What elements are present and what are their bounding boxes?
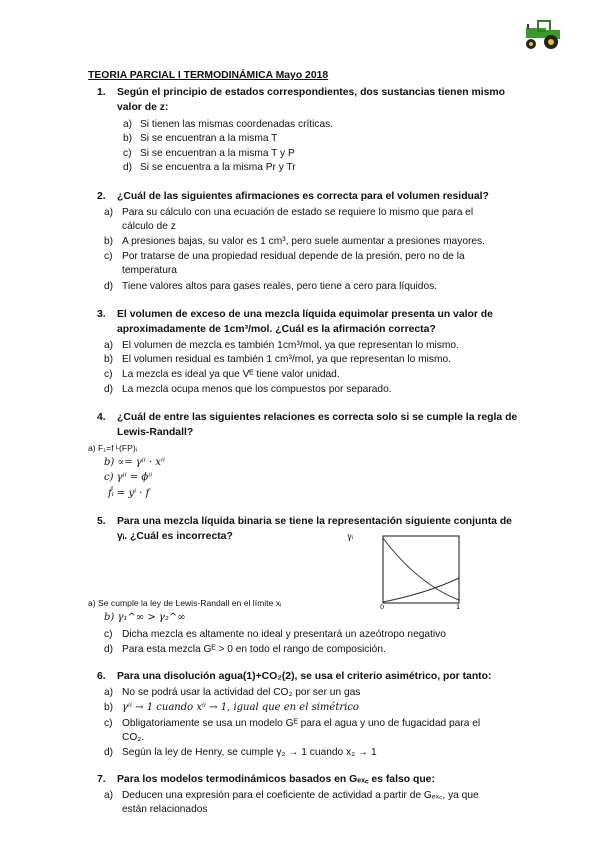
- q5-number: 5.: [97, 516, 106, 527]
- q2-option-b: A presiones bajas, su valor es 1 cm³, pero suele aumentar a presiones mayores.: [122, 236, 485, 247]
- q4-option-d: f̂ᵢ = yⁱ · f: [108, 488, 150, 499]
- q6-option-d: Según la ley de Henry, se cumple γ₂ → 1 cuando x₂ → 1: [122, 747, 377, 758]
- q6-option-a: No se podrá usar la actividad del CO₂ por ser un gas: [122, 687, 361, 698]
- q6-option-c-line1: Obligatoriamente se usa un modelo Gᴱ para el agua y uno de fugacidad para el: [122, 718, 481, 729]
- q7-stem: Para los modelos termodinámicos basados en Gₑₓ꜀ es falso que:: [117, 774, 435, 785]
- q3-option-c-key: c): [104, 369, 113, 380]
- q4-number: 4.: [97, 412, 106, 423]
- gamma2-curve: [383, 578, 459, 602]
- q3-option-d: La mezcla ocupa menos que los compuestos por separado.: [122, 384, 392, 395]
- q2-option-c-line1: Por tratarse de una propiedad residual depende de la presión, pero no de la: [122, 251, 465, 262]
- fig-x0: 0: [380, 603, 385, 610]
- q6-option-b: γⁱⁱ → 1 cuando xⁱⁱ → 1, igual que en el simétrico: [122, 702, 359, 713]
- q1-option-a-key: a): [123, 119, 133, 130]
- q3-stem-line2: aproximadamente de 1cm³/mol. ¿Cuál es la afirmación correcta?: [117, 324, 436, 335]
- q5-option-b: b) γ₁^∞ > γ₂^∞: [104, 612, 186, 623]
- q1-option-d: Si se encuentra a la misma Pr y Tr: [140, 162, 296, 173]
- q1-stem-line2: valor de z:: [117, 102, 169, 113]
- q6-option-c-key: c): [104, 718, 113, 729]
- q4-stem-line2: Lewis-Randall?: [117, 427, 194, 438]
- q5-option-d: Para esta mezcla Gᴱ > 0 en todo el rango de composición.: [122, 644, 386, 655]
- q4-stem-line1: ¿Cuál de entre las siguientes relaciones es correcta solo si se cumple la regla de: [117, 412, 518, 423]
- q3-stem-line1: El volumen de exceso de una mezcla líquida equimolar presenta un valor de: [117, 309, 493, 320]
- q5-option-d-key: d): [104, 644, 114, 655]
- q2-option-b-key: b): [104, 236, 114, 247]
- q3-option-b: El volumen residual es también 1 cm³/mol, ya que representan lo mismo.: [122, 354, 451, 365]
- q6-option-a-key: a): [104, 687, 114, 698]
- q7-option-a-key: a): [104, 790, 114, 801]
- q3-option-a: El volumen de mezcla es también 1cm³/mol, ya que representan lo mismo.: [122, 340, 459, 351]
- q5-option-c-key: c): [104, 629, 113, 640]
- q1-stem-line1: Según el principio de estados correspondientes, dos sustancias tienen mismo: [117, 87, 506, 98]
- q6-option-b-key: b): [104, 702, 114, 713]
- q1-option-c-key: c): [123, 148, 132, 159]
- tractor-icon: [522, 18, 562, 50]
- q3-number: 3.: [97, 309, 106, 320]
- q4-option-b: b) ∝= γⁱⁱ · xⁱⁱ: [104, 457, 166, 468]
- q7-option-a-line1: Deducen una expresión para el coeficiente de actividad a partir de Gₑₓ꜀, ya que: [122, 790, 479, 801]
- q1-option-b: Si se encuentran a la misma T: [140, 133, 278, 144]
- q4-option-c: c) γⁱⁱ = ϕⁱⁱ: [104, 472, 153, 483]
- q2-number: 2.: [97, 191, 106, 202]
- q6-number: 6.: [97, 671, 106, 682]
- q3-option-b-key: b): [104, 354, 114, 365]
- q1-number: 1.: [97, 87, 106, 98]
- q1-option-b-key: b): [123, 133, 133, 144]
- q5-option-c: Dicha mezcla es altamente no ideal y presentará un azeótropo negativo: [122, 629, 446, 640]
- q2-option-c-line2: temperatura: [122, 265, 177, 276]
- fig-x1: 1: [456, 603, 461, 610]
- q6-option-d-key: d): [104, 747, 114, 758]
- q2-option-d-key: d): [104, 281, 114, 292]
- q5-stem-line1: Para una mezcla líquida binaria se tiene la representación siguiente conjunta de: [117, 516, 512, 527]
- q6-option-c-line2: CO₂.: [122, 732, 145, 743]
- q7-option-a-line2: están relacionados: [122, 804, 208, 815]
- q2-stem: ¿Cuál de las siguientes afirmaciones es correcta para el volumen residual?: [117, 191, 489, 202]
- q5-stem-line2: γᵢ. ¿Cuál es incorrecta?: [117, 531, 233, 542]
- activity-coefficient-figure: [343, 528, 473, 610]
- q1-option-c: Si se encuentran a la misma T y P: [140, 148, 295, 159]
- q2-option-a-line1: Para su cálculo con una ecuación de estado se requiere lo mismo que para el: [122, 207, 474, 218]
- q2-option-a-key: a): [104, 207, 114, 218]
- fig-ylabel: γᵢ: [347, 532, 354, 541]
- q1-option-a: Si tienen las mismas coordenadas críticas.: [140, 119, 334, 130]
- q2-option-c-key: c): [104, 251, 113, 262]
- q6-stem: Para una disolución agua(1)+CO₂(2), se usa el criterio asimétrico, por tanto:: [117, 671, 492, 682]
- exam-title: TEORIA PARCIAL I TERMODINÁMICA Mayo 2018: [88, 70, 329, 81]
- q1-option-d-key: d): [123, 162, 133, 173]
- q3-option-d-key: d): [104, 384, 114, 395]
- q3-option-a-key: a): [104, 340, 114, 351]
- q5-option-a: a) Se cumple la ley de Lewis-Randall en el límite xᵢ: [88, 598, 282, 608]
- q4-option-a: a) F₁=f ᴸ(FP)ᵢ: [88, 443, 138, 453]
- q7-number: 7.: [97, 774, 106, 785]
- q3-option-c: La mezcla es ideal ya que Vᴱ tiene valor unidad.: [122, 369, 340, 380]
- q2-option-a-line2: cálculo de z: [122, 221, 176, 232]
- q2-option-d: Tiene valores altos para gases reales, pero tiene a cero para líquidos.: [122, 281, 438, 292]
- gamma1-curve: [383, 538, 459, 600]
